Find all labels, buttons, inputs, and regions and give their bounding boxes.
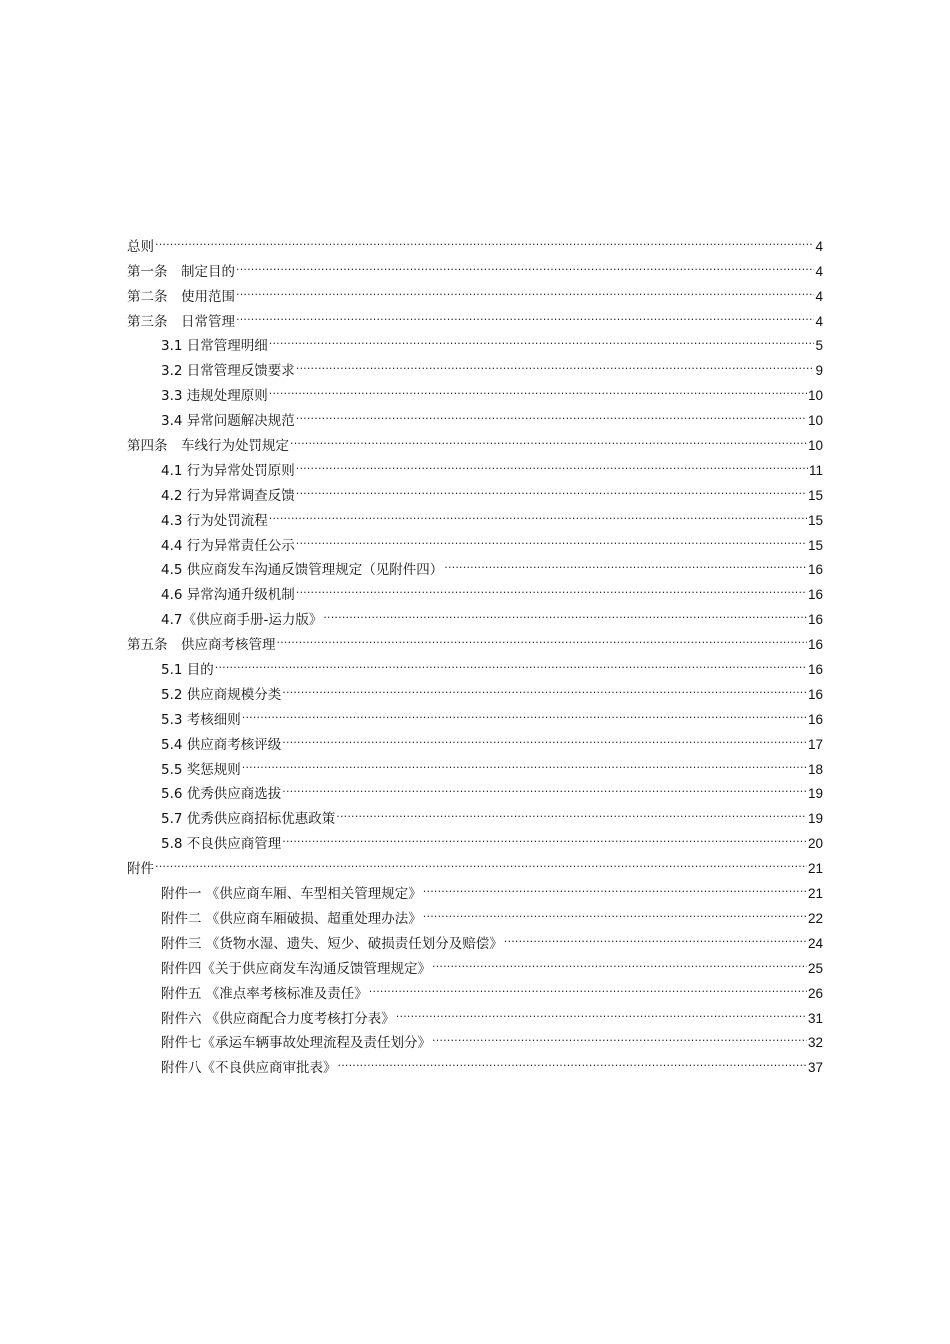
toc-entry-label: 附件八《不良供应商审批表》 — [161, 1060, 337, 1077]
toc-entry-page-number: 4 — [815, 288, 823, 304]
toc-entry-label: 4.1 行为异常处罚原则 — [161, 462, 295, 479]
toc-entry-page-number: 4 — [815, 313, 823, 329]
toc-entry-label: 4.6 异常沟通升级机制 — [161, 587, 295, 604]
toc-dot-leader — [282, 774, 807, 799]
toc-entry-label: 5.8 不良供应商管理 — [161, 836, 282, 853]
toc-entry[interactable] — [127, 251, 823, 280]
toc-entry[interactable] — [127, 848, 823, 878]
toc-entry-page-number: 32 — [807, 1035, 823, 1051]
toc-entry-label: 第四条 车线行为处罚规定 — [127, 438, 289, 455]
toc-dot-leader — [296, 525, 807, 550]
toc-entry-label: 附件 — [127, 861, 154, 878]
toc-dot-leader — [277, 624, 807, 649]
toc-entry-label: 5.3 考核细则 — [161, 711, 241, 728]
toc-entry-label: 5.7 优秀供应商招标优惠政策 — [161, 811, 336, 828]
toc-dot-leader — [282, 674, 807, 699]
toc-dot-leader — [269, 326, 815, 351]
toc-entry-page-number: 16 — [807, 637, 823, 653]
toc-entry-page-number: 17 — [807, 736, 823, 752]
toc-entry-page-number: 20 — [807, 836, 823, 852]
toc-entry-label: 3.3 违规处理原则 — [161, 388, 268, 405]
toc-entry-label: 4.4 行为异常责任公示 — [161, 537, 295, 554]
toc-dot-leader — [242, 749, 807, 774]
toc-dot-leader — [396, 998, 807, 1023]
toc-entry-label: 3.4 异常问题解决规范 — [161, 413, 295, 430]
toc-dot-leader — [296, 450, 808, 475]
toc-entry-page-number: 16 — [807, 686, 823, 702]
toc-entry-label: 总则 — [127, 238, 154, 255]
toc-entry[interactable] — [127, 649, 823, 679]
toc-entry-label: 4.3 行为处罚流程 — [161, 512, 268, 529]
toc-entry-label: 附件三 《货物水湿、遗失、短少、破损责任划分及赔偿》 — [161, 935, 503, 952]
toc-entry-page-number: 26 — [807, 985, 823, 1001]
toc-dot-leader — [296, 574, 807, 599]
toc-dot-leader — [444, 550, 807, 575]
toc-entry-label: 附件二 《供应商车厢破损、超重处理办法》 — [161, 910, 422, 927]
toc-entry-label: 第二条 使用范围 — [127, 288, 235, 305]
table-of-contents — [127, 226, 823, 1077]
toc-entry-page-number: 31 — [807, 1010, 823, 1026]
toc-entry-label: 4.5 供应商发车沟通反馈管理规定（见附件四） — [161, 562, 444, 579]
toc-entry[interactable] — [127, 226, 823, 255]
toc-dot-leader — [282, 724, 807, 749]
toc-dot-leader — [296, 475, 807, 500]
toc-dot-leader — [369, 973, 807, 998]
toc-dot-leader — [338, 1047, 807, 1072]
toc-entry-label: 第三条 日常管理 — [127, 313, 235, 330]
toc-dot-leader — [432, 1023, 807, 1048]
toc-entry-page-number: 10 — [807, 413, 823, 429]
toc-entry-label: 附件五 《准点率考核标准及责任》 — [161, 985, 368, 1002]
toc-entry-label: 4.2 行为异常调查反馈 — [161, 487, 295, 504]
toc-entry[interactable] — [127, 674, 823, 703]
toc-dot-leader — [236, 301, 814, 326]
toc-dot-leader — [296, 400, 807, 425]
toc-dot-leader — [242, 699, 807, 724]
toc-entry-page-number: 4 — [815, 238, 823, 254]
toc-entry-page-number: 19 — [807, 811, 823, 827]
toc-entry-page-number: 25 — [807, 960, 823, 976]
toc-entry-page-number: 16 — [807, 662, 823, 678]
toc-entry-page-number: 22 — [807, 910, 823, 926]
toc-dot-leader — [296, 350, 815, 375]
toc-entry-page-number: 37 — [807, 1060, 823, 1076]
toc-entry-label: 5.5 奖惩规则 — [161, 761, 241, 778]
toc-entry-label: 5.1 目的 — [161, 662, 214, 679]
toc-entry-page-number: 9 — [815, 363, 823, 379]
toc-entry-page-number: 21 — [807, 861, 823, 877]
toc-dot-leader — [269, 375, 807, 400]
toc-entry-page-number: 11 — [808, 462, 823, 478]
toc-entry-page-number: 15 — [807, 512, 823, 528]
toc-entry-page-number: 16 — [807, 711, 823, 727]
toc-dot-leader — [236, 276, 814, 301]
toc-dot-leader — [155, 226, 814, 251]
toc-entry-label: 5.2 供应商规模分类 — [161, 686, 282, 703]
toc-dot-leader — [269, 500, 807, 525]
toc-dot-leader — [236, 251, 814, 276]
toc-entry-page-number: 10 — [807, 388, 823, 404]
toc-entry-page-number: 15 — [807, 537, 823, 553]
toc-entry-label: 5.6 优秀供应商选拔 — [161, 786, 282, 803]
toc-entry-page-number: 19 — [807, 786, 823, 802]
toc-dot-leader — [215, 649, 807, 674]
toc-entry-page-number: 5 — [815, 338, 823, 354]
toc-entry-label: 5.4 供应商考核评级 — [161, 736, 282, 753]
toc-dot-leader — [336, 798, 807, 823]
toc-dot-leader — [432, 948, 807, 973]
toc-entry-page-number: 16 — [807, 562, 823, 578]
toc-entry-label: 附件一 《供应商车厢、车型相关管理规定》 — [161, 886, 422, 903]
toc-dot-leader — [504, 923, 807, 948]
toc-dot-leader — [323, 599, 807, 624]
toc-entry-page-number: 18 — [807, 761, 823, 777]
toc-dot-leader — [290, 425, 807, 450]
toc-dot-leader — [423, 898, 807, 923]
toc-entry-label: 第五条 供应商考核管理 — [127, 637, 276, 654]
toc-entry-label: 4.7《供应商手册-运力版》 — [161, 612, 323, 629]
toc-entry-label: 附件七《承运车辆事故处理流程及责任划分》 — [161, 1035, 431, 1052]
toc-entry-label: 附件六 《供应商配合力度考核打分表》 — [161, 1010, 395, 1027]
toc-dot-leader — [423, 873, 807, 898]
toc-entry-label: 第一条 制定目的 — [127, 263, 235, 280]
toc-entry-page-number: 16 — [807, 587, 823, 603]
toc-entry-label: 3.2 日常管理反馈要求 — [161, 363, 295, 380]
toc-entry-page-number: 4 — [815, 263, 823, 279]
toc-dot-leader — [282, 823, 807, 848]
toc-entry-page-number: 10 — [807, 438, 823, 454]
toc-dot-leader — [155, 848, 807, 873]
toc-entry[interactable] — [127, 873, 823, 903]
toc-entry-page-number: 24 — [807, 935, 823, 951]
toc-entry-label: 3.1 日常管理明细 — [161, 338, 268, 355]
toc-entry-page-number: 15 — [807, 487, 823, 503]
toc-entry-page-number: 16 — [807, 612, 823, 628]
toc-entry-label: 附件四《关于供应商发车沟通反馈管理规定》 — [161, 960, 431, 977]
toc-entry-page-number: 21 — [807, 886, 823, 902]
